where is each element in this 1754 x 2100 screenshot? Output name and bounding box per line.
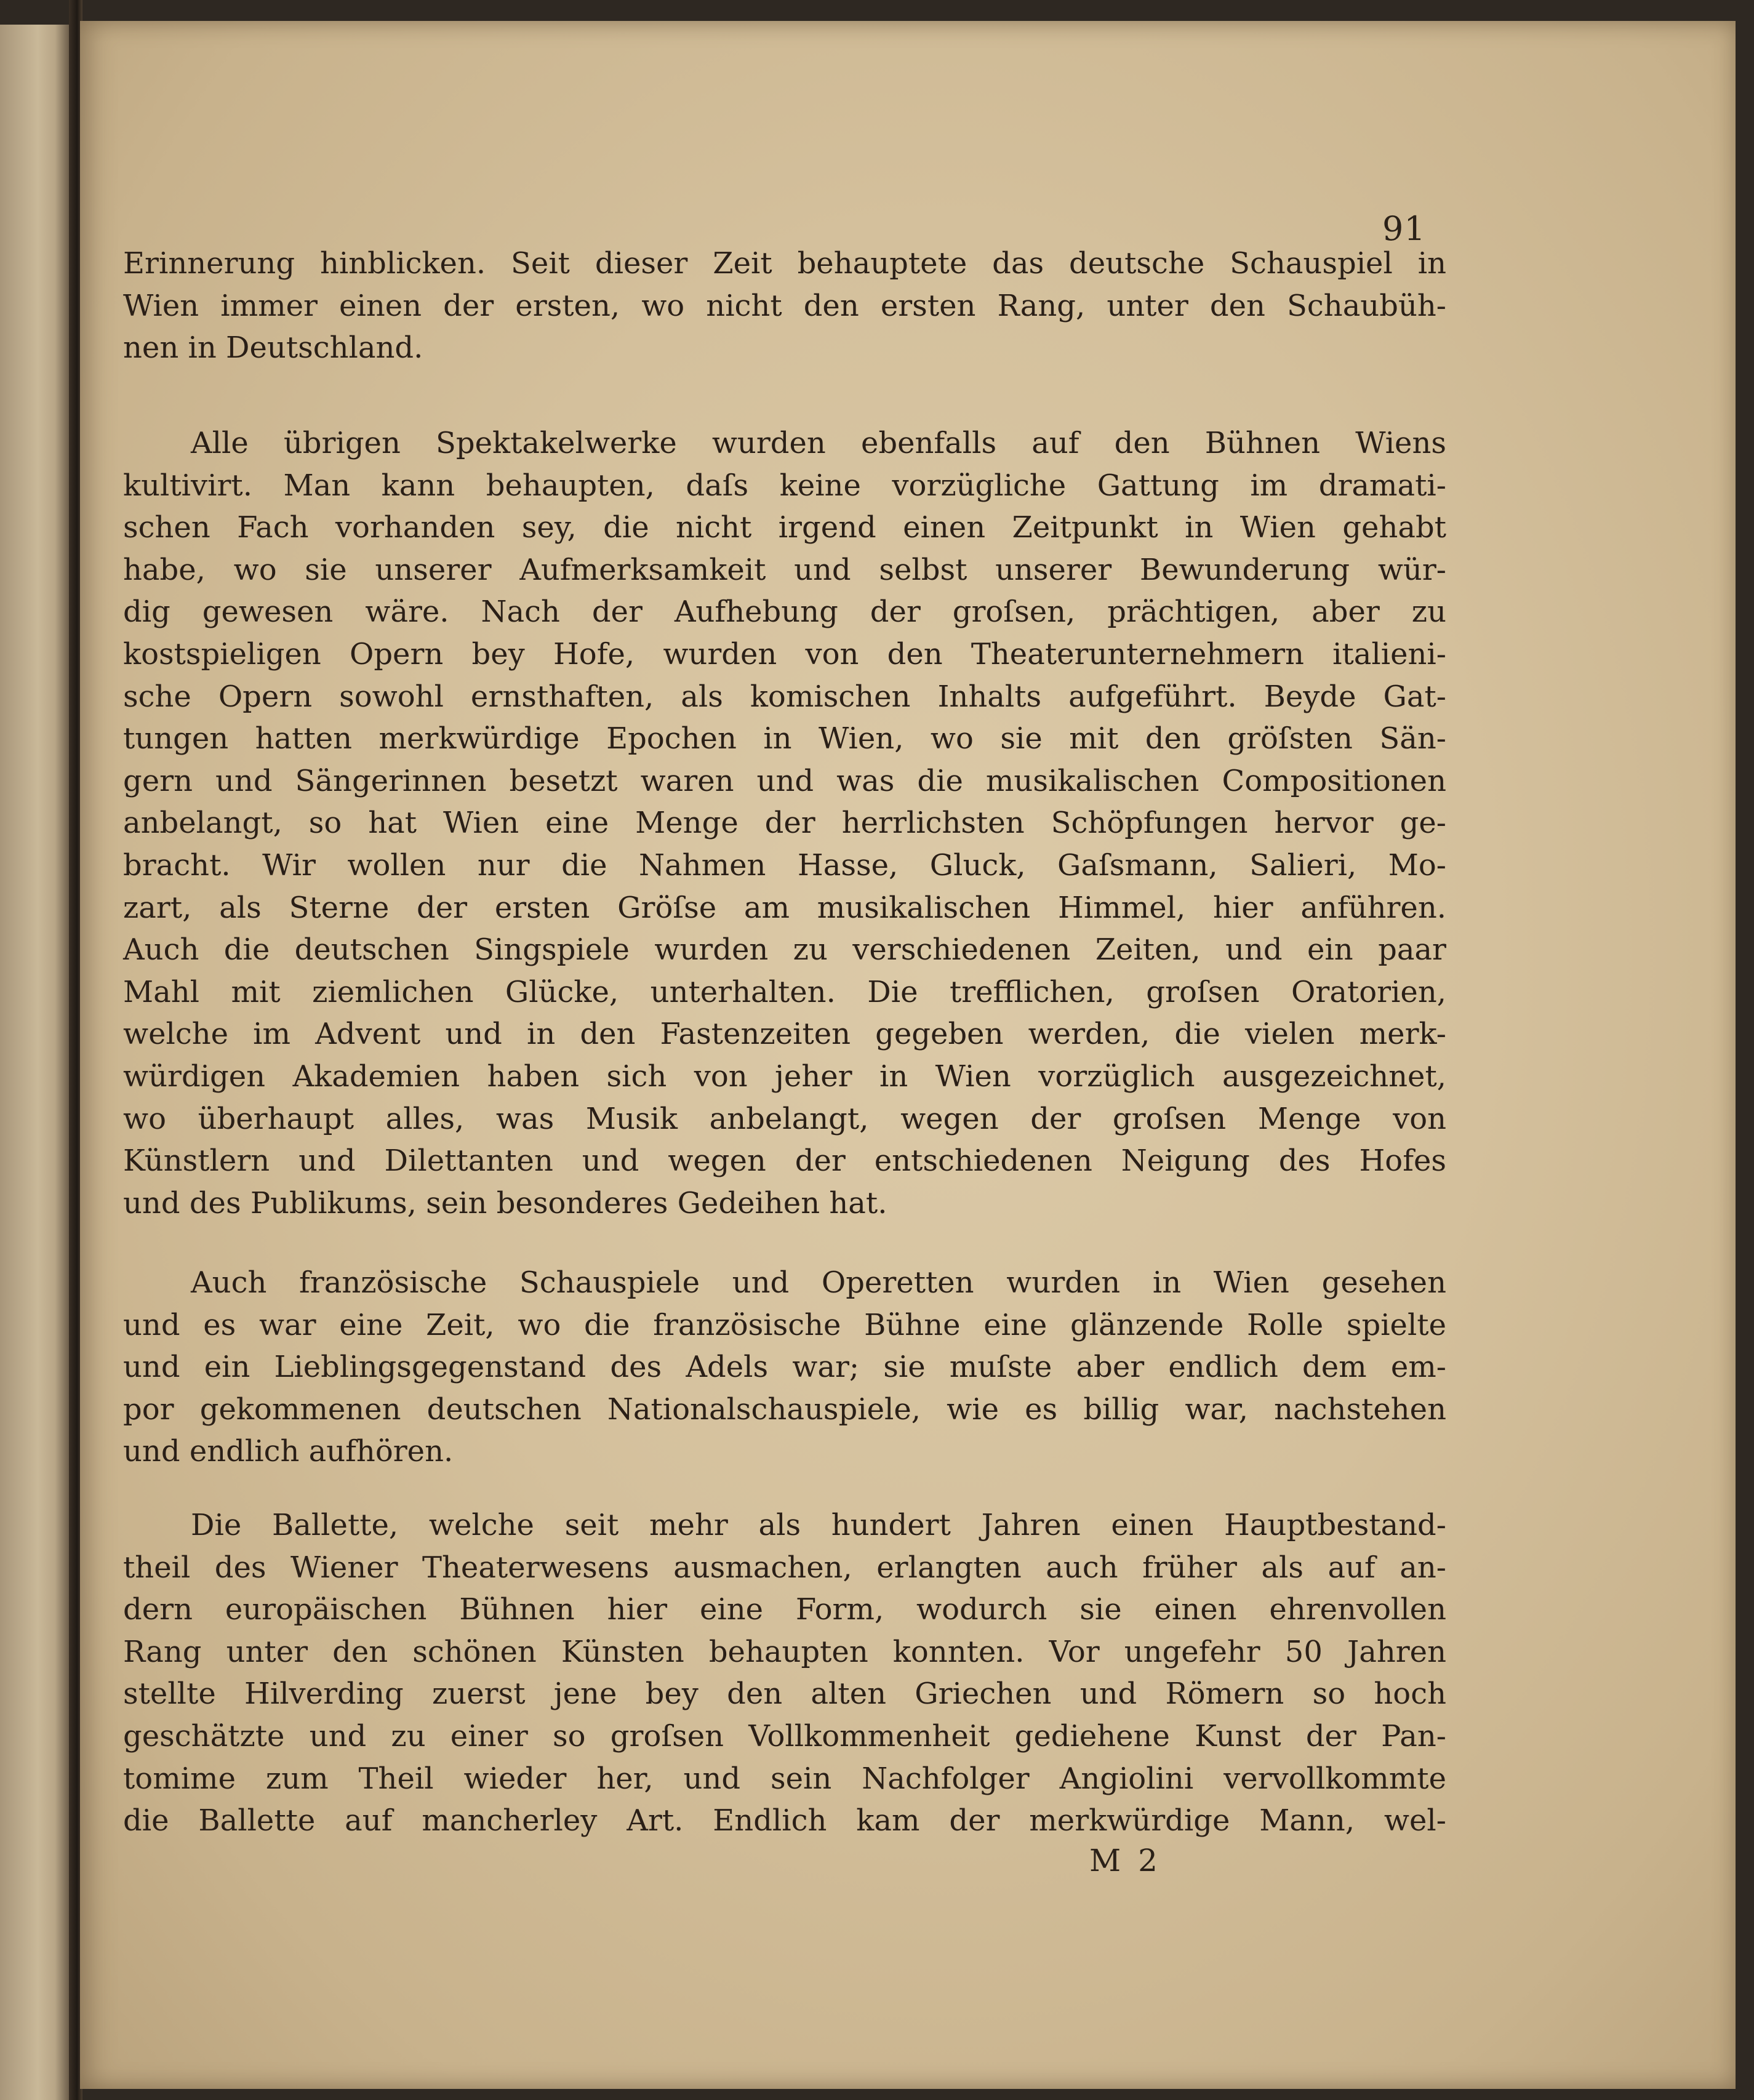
text-line: geschätzte und zu einer so groſsen Vollkommenheit gediehene Kunst der Pan- (123, 1719, 1446, 1753)
text-line: und des Publikums, sein besonderes Gedeihen hat. (123, 1186, 887, 1220)
text-line: kostspieligen Opern bey Hofe, wurden von den Theaterunternehmern italieni- (123, 637, 1446, 671)
text-line: und es war eine Zeit, wo die französische Bühne eine glänzende Rolle spielte (123, 1308, 1446, 1342)
text-line: Auch französische Schauspiele und Operetten wurden in Wien gesehen (191, 1265, 1446, 1300)
text-line: Alle übrigen Spektakelwerke wurden ebenfalls auf den Bühnen Wiens (191, 426, 1446, 460)
signature-mark: M 2 (1089, 1843, 1161, 1878)
text-line: bracht. Wir wollen nur die Nahmen Hasse, Gluck, Gaſsmann, Salieri, Mo- (123, 848, 1446, 883)
text-line: stellte Hilverding zuerst jene bey den alten Griechen und Römern so hoch (123, 1677, 1446, 1711)
text-line: und ein Lieblingsgegenstand des Adels war; sie muſste aber endlich dem em- (123, 1350, 1446, 1384)
text-line: Mahl mit ziemlichen Glücke, unterhalten. Die trefflichen, groſsen Oratorien, (123, 975, 1446, 1009)
text-line: tungen hatten merkwürdige Epochen in Wien, wo sie mit den gröſsten Sän- (123, 721, 1446, 756)
text-line: die Ballette auf mancherley Art. Endlich kam der merkwürdige Mann, wel- (123, 1803, 1446, 1838)
text-line: zart, als Sterne der ersten Gröſse am musikalischen Himmel, hier anführen. (123, 891, 1446, 925)
text-line: Wien immer einen der ersten, wo nicht den ersten Rang, unter den Schaubüh- (123, 289, 1446, 323)
text-line: theil des Wiener Theaterwesens ausmachen, erlangten auch früher als auf an- (123, 1550, 1446, 1585)
text-line: und endlich aufhören. (123, 1434, 454, 1469)
text-line: Rang unter den schönen Künsten behaupten konnten. Vor ungefehr 50 Jahren (123, 1635, 1446, 1669)
text-line: dig gewesen wäre. Nach der Aufhebung der groſsen, prächtigen, aber zu (123, 595, 1446, 629)
text-line: schen Fach vorhanden sey, die nicht irgend einen Zeitpunkt in Wien gehabt (123, 510, 1446, 545)
text-line: wo überhaupt alles, was Musik anbelangt, wegen der groſsen Menge von (123, 1102, 1446, 1136)
text-line: Erinnerung hinblicken. Seit dieser Zeit behauptete das deutsche Schauspiel in (123, 246, 1446, 281)
page-number: 91 (1382, 209, 1426, 248)
text-line: nen in Deutschland. (123, 331, 423, 365)
text-line: por gekommenen deutschen Nationalschauspiele, wie es billig war, nachstehen (123, 1392, 1446, 1427)
text-line: gern und Sängerinnen besetzt waren und was die musikalischen Compositionen (123, 764, 1446, 798)
text-line: würdigen Akademien haben sich von jeher in Wien vorzüglich ausgezeichnet, (123, 1059, 1446, 1094)
text-line: Künstlern und Dilettanten und wegen der entschiedenen Neigung des Hofes (123, 1144, 1446, 1178)
text-line: anbelangt, so hat Wien eine Menge der herrlichsten Schöpfungen hervor ge- (123, 806, 1446, 840)
left-page-edge (0, 25, 69, 2100)
text-line: tomime zum Theil wieder her, und sein Nachfolger Angiolini vervollkommte (123, 1761, 1446, 1796)
text-line: sche Opern sowohl ernsthaften, als komischen Inhalts aufgeführt. Beyde Gat- (123, 679, 1446, 714)
text-line: dern europäischen Bühnen hier eine Form, wodurch sie einen ehrenvollen (123, 1592, 1446, 1627)
text-line: welche im Advent und in den Fastenzeiten gegeben werden, die vielen merk- (123, 1017, 1446, 1051)
text-line: Auch die deutschen Singspiele wurden zu verschiedenen Zeiten, und ein paar (123, 932, 1446, 967)
text-line: habe, wo sie unserer Aufmerksamkeit und selbst unserer Bewunderung wür- (123, 553, 1446, 587)
text-line: Die Ballette, welche seit mehr als hundert Jahren einen Hauptbestand- (191, 1508, 1446, 1542)
text-line: kultivirt. Man kann behaupten, daſs keine vorzügliche Gattung im dramati- (123, 468, 1446, 503)
